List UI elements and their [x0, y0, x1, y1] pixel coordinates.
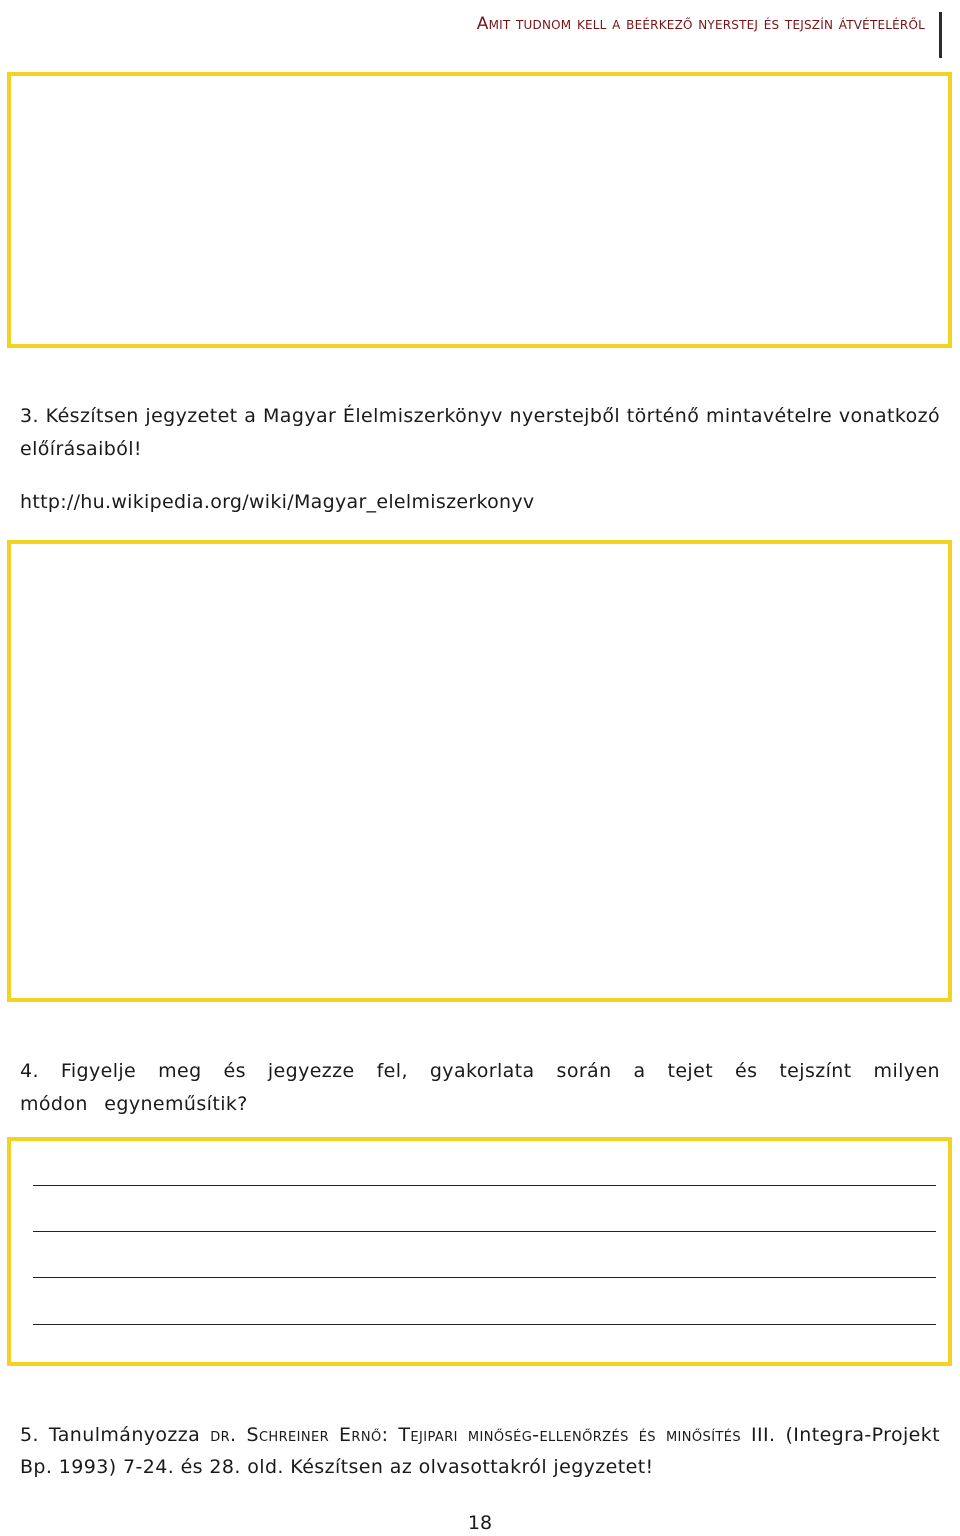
- page-number: 18: [467, 1512, 493, 1534]
- task-5-text: [20, 1419, 940, 1483]
- answer-line: [33, 1185, 936, 1186]
- answer-box-task-4[interactable]: [7, 1137, 952, 1366]
- answer-line: [33, 1277, 936, 1278]
- answer-line: [33, 1324, 936, 1325]
- task-3-text: 3. Készítsen jegyzetet a Magyar Élelmiszerkönyv nyerstejből történő mintavételre vonatkozó előírásaiból!: [20, 405, 940, 460]
- running-header: [2, 12, 942, 58]
- answer-box-previous[interactable]: [7, 72, 952, 348]
- task-5-suffix: (Integra-Projekt Bp. 1993) 7-24. és 28. old. Készítsen az olvasottakról jegyzetet!: [20, 1424, 940, 1478]
- running-title: Amit tudnom kell a beérkező nyerstej és tejszín átvételéről: [476, 14, 925, 34]
- answer-line: [33, 1231, 936, 1232]
- task-3-url: http://hu.wikipedia.org/wiki/Magyar_elelmiszerkonyv: [20, 491, 535, 513]
- task-4-text: 4. Figyelje meg és jegyezze fel, gyakorlata során a tejet és tejszínt milyen módon egyneműsítik?: [20, 1060, 940, 1115]
- answer-box-task-3[interactable]: [7, 540, 952, 1002]
- task-5-prefix: 5. Tanulmányozza: [20, 1424, 211, 1446]
- task-5-reference: dr. Schreiner Ernő: Tejipari minőség-ellenőrzés és minősítés III.: [210, 1424, 776, 1446]
